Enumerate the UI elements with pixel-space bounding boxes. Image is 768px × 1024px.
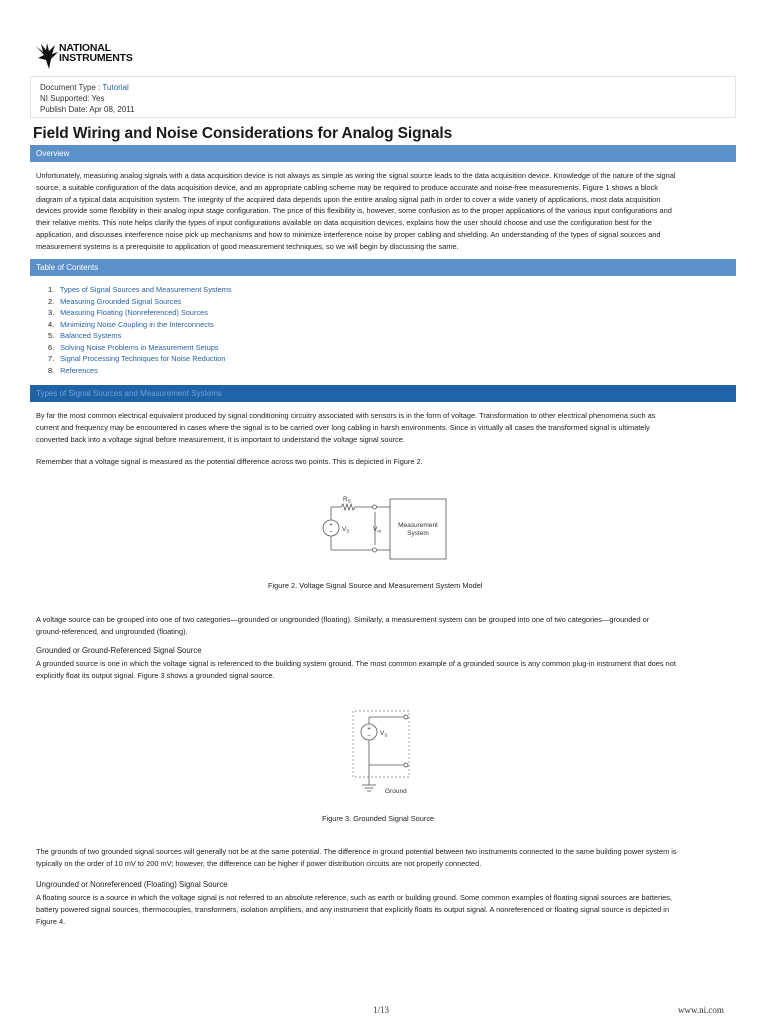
svg-text:−: − — [329, 529, 333, 536]
figure-2-caption: Figure 2. Voltage Signal Source and Measurement System Model — [268, 581, 483, 590]
toc-item[interactable] — [48, 330, 232, 342]
paragraph-line: current and frequency may be encountered in cases where the signal is to be carried over long cabling in harsh environments. Since in virtually all cases the transformed signal is ultimately — [36, 422, 650, 432]
paragraph-line: typically on the order of 10 mV to 200 mV; however, the difference can be higher if power distribution circuits are not properly connected. — [36, 858, 482, 868]
toc-item-number: 2. — [48, 296, 55, 306]
toc-item[interactable] — [48, 307, 232, 319]
brand-line-1: NATIONAL — [59, 42, 111, 54]
toc-item-number: 3. — [48, 308, 55, 317]
document-meta-box — [30, 76, 736, 118]
floating-source-paragraph — [36, 892, 732, 927]
grounded-source-paragraph — [36, 658, 732, 682]
vm-label: V — [373, 526, 378, 533]
toc-item-number: 8. — [48, 365, 55, 375]
document-type-label: Document Type : — [40, 83, 101, 92]
overview-line: application, and discusses interference noise pick up mechanisms and how to minimize interference noise by proper cabling and shielding. An understanding of the types of signal sources and — [36, 229, 661, 239]
terminal-top — [404, 715, 408, 719]
overview-heading: Overview — [36, 149, 70, 158]
paragraph-line: A voltage source can be grouped into one of two categories—grounded or ungrounded (floating). Similarly, a measurement system can be grouped into one of two categories—grounded or — [36, 615, 650, 624]
section-heading-bar — [30, 385, 736, 402]
page-number: 1/13 — [373, 1005, 390, 1015]
toc-item[interactable] — [48, 296, 232, 308]
toc-item-number: 5. — [48, 331, 55, 340]
toc-item-number: 6. — [48, 342, 55, 352]
document-type-link[interactable]: Tutorial — [102, 83, 129, 92]
brand-text — [59, 43, 133, 63]
toc-link[interactable]: Types of Signal Sources and Measurement Systems — [59, 285, 232, 294]
vs-subscript: S — [346, 528, 350, 534]
eagle-icon — [35, 42, 59, 70]
figure-2-diagram — [315, 490, 455, 560]
toc-item[interactable] — [48, 284, 232, 296]
rs-label: R — [343, 496, 348, 503]
toc-link[interactable]: References — [60, 365, 98, 375]
figure-3-caption: Figure 3. Grounded Signal Source — [322, 814, 435, 823]
paragraph-line: explicitly float its output signal. Figure 3 shows a grounded signal source. — [36, 670, 275, 680]
terminal-top — [373, 505, 377, 509]
overview-line: devices provide some flexibility in their analog input stage configuration. The price of this flexibility is, however, some confusion as to the proper applications of the various input configurations and — [36, 206, 672, 216]
toc-item-number: 7. — [48, 354, 55, 363]
section-paragraph — [36, 846, 732, 870]
toc-link[interactable]: Signal Processing Techniques for Noise Reduction — [60, 354, 226, 363]
terminal-bottom — [404, 763, 408, 767]
toc-item-number: 4. — [48, 319, 55, 329]
svg-text:RS — [343, 496, 351, 504]
paragraph-line: A floating source is a source in which the voltage signal is not referred to an absolute reference, such as earth or building ground. Some common examples of floating signal sources are batteries, — [36, 893, 672, 902]
page-title: Field Wiring and Noise Considerations for Analog Signals — [33, 125, 453, 142]
toc-link[interactable]: Measuring Floating (Nonreferenced) Sources — [60, 308, 208, 317]
svg-text:VS — [342, 526, 349, 534]
vm-subscript: m — [377, 528, 382, 534]
svg-text:−: − — [367, 733, 371, 740]
figure-3-diagram — [345, 705, 425, 800]
overview-line: diagram of a typical data acquisition system. The integrity of the acquired data depends upon the entire analog signal path in order to cover a wide variety of applications, most data acquisition — [36, 194, 661, 204]
svg-text:+: + — [367, 726, 371, 733]
grounded-source-heading: Grounded or Ground-Referenced Signal Source — [36, 646, 202, 655]
toc-item[interactable] — [48, 342, 232, 354]
paragraph-line: A grounded source is one in which the voltage signal is referenced to the building system ground. The most common example of a grounded source is any common plug-in instrument that does not — [36, 659, 676, 668]
svg-text:Vm — [373, 526, 381, 534]
vs-subscript: S — [384, 732, 388, 738]
toc-item[interactable] — [48, 353, 232, 365]
overview-line: Unfortunately, measuring analog signals with a data acquisition device is not always as simple as wiring the signal source leads to the data acquisition device. Knowledge of the nature of the signal — [36, 171, 676, 180]
toc-link[interactable]: Measuring Grounded Signal Sources — [60, 296, 182, 306]
overview-line: source, a suitable configuration of the data acquisition device, and an appropriate cabling scheme may be required to produce accurate and noise-free measurements. Figure 1 shows a block — [36, 182, 658, 192]
vs-label: V — [380, 730, 385, 737]
paragraph-line: The grounds of two grounded signal sources will generally not be at the same potential. The difference in ground potential between two instruments connected to the same building power system is — [36, 847, 677, 856]
paragraph-line: Figure 4. — [36, 916, 66, 926]
overview-paragraph — [36, 170, 732, 253]
paragraph-line: converted back into a voltage signal before measurement, it is important to understand the voltage signal source. — [36, 434, 405, 444]
section-paragraph — [36, 614, 732, 638]
toc-link[interactable]: Solving Noise Problems in Measurement Setups — [60, 342, 219, 352]
toc-link[interactable]: Balanced Systems — [60, 331, 122, 340]
national-instruments-logo — [35, 42, 155, 72]
publish-date: Publish Date: Apr 08, 2011 — [40, 105, 135, 114]
vs-label: V — [342, 526, 347, 533]
toc-heading: Table of Contents — [36, 263, 99, 272]
document-type — [40, 83, 129, 92]
measurement-box-label-1: Measurement — [398, 522, 438, 529]
overview-line: measurement systems is a prerequisite to application of good measurement techniques, so we will begin by discussing the same. — [36, 241, 459, 251]
paragraph-line: By far the most common electrical equivalent produced by signal conditioning circuitry associated with sensors is in the form of voltage. Transformation to other electrical phenomena such as — [36, 411, 656, 420]
toc-item[interactable] — [48, 365, 232, 377]
brand-line-2: INSTRUMENTS — [59, 52, 133, 64]
paragraph-line: battery powered signal sources, thermocouples, transformers, isolation amplifiers, and any instrument that explicitly floats its output signal. A nonreferenced or floating signal source is depicted in — [36, 904, 670, 914]
svg-text:VS — [380, 730, 387, 738]
section-paragraph: Remember that a voltage signal is measured as the potential difference across two points. This is depicted in Figure 2. — [36, 457, 423, 466]
paragraph-line: ground-referenced, and ungrounded (floating). — [36, 626, 188, 636]
toc-heading-bar — [30, 259, 736, 276]
floating-source-heading: Ungrounded or Nonreferenced (Floating) Signal Source — [36, 880, 228, 889]
section-paragraph — [36, 410, 732, 445]
section-heading: Types of Signal Sources and Measurement Systems — [36, 389, 222, 398]
overview-line: their relative merits. This note helps clarify the types of input configurations available on data acquisition devices, explains how the user should choose and use the configuration best for the — [36, 218, 652, 228]
ground-label: Ground — [385, 788, 407, 795]
toc-link[interactable]: Minimizing Noise Coupling in the Interconnects — [60, 319, 214, 329]
svg-text:+: + — [329, 522, 333, 529]
toc-item[interactable] — [48, 319, 232, 331]
measurement-box-label-2: System — [407, 530, 429, 537]
terminal-bottom — [373, 548, 377, 552]
footer-url: www.ni.com — [678, 1005, 724, 1015]
table-of-contents — [48, 284, 232, 376]
rs-subscript: S — [347, 498, 351, 504]
ni-supported: NI Supported: Yes — [40, 94, 105, 103]
toc-item-number: 1. — [48, 285, 55, 294]
overview-heading-bar — [30, 145, 736, 162]
